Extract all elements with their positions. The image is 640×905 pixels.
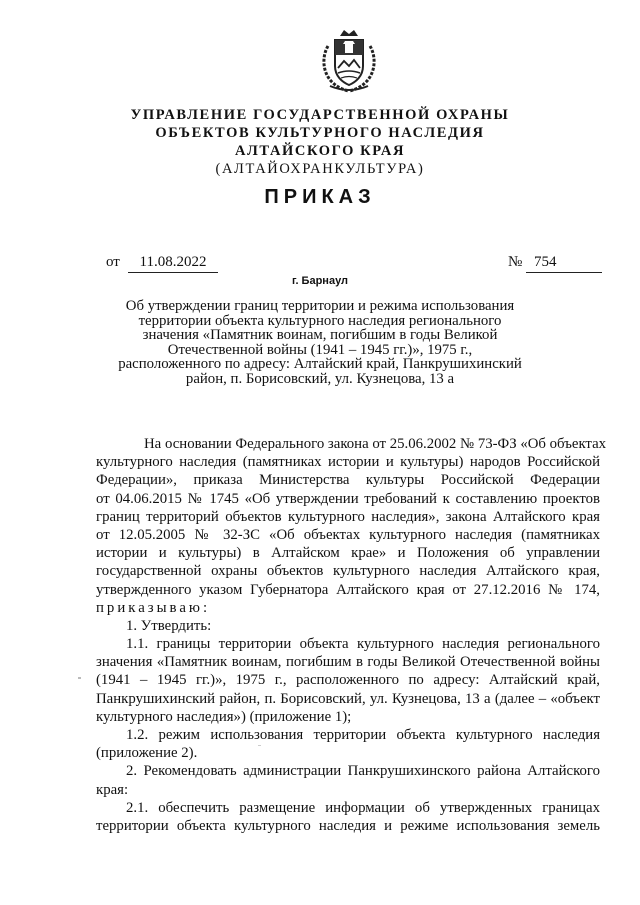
body-line-item-2-1: 2.1. обеспечить размещение информации об утвержденных границах <box>126 799 600 816</box>
org-name-line-2: ОБЪЕКТОВ КУЛЬТУРНОГО НАСЛЕДИЯ <box>155 125 485 141</box>
body-line-order-word: приказываю: <box>96 599 211 616</box>
body-line: от 12.05.2005 № 32-ЗС «Об объектах культурного наследия (памятниках <box>96 526 600 543</box>
document-subject <box>0 299 640 386</box>
body-line-item-1: 1. Утвердить: <box>126 617 212 634</box>
body-line: утвержденного указом Губернатора Алтайского края от 27.12.2016 № 174, <box>96 581 600 598</box>
subject-line: район, п. Борисовский, ул. Кузнецова, 13 а <box>185 370 455 387</box>
body-line: Панкрушихинский район, п. Борисовский, ул. Кузнецова, 13 а (далее – «объект <box>96 690 600 707</box>
body-line: (1941 – 1945 гг.)», 1975 г., расположенного по адресу: Алтайский край, <box>96 672 600 689</box>
body-line: На основании Федерального закона от 25.06.2002 № 73-ФЗ «Об объектах <box>144 436 607 452</box>
subject-line: расположенного по адресу: Алтайский край, Панкрушихинский <box>118 356 522 372</box>
document-number: 754 <box>526 254 602 273</box>
subject-line: территории объекта культурного наследия регионального <box>138 312 502 329</box>
org-name-line-1: УПРАВЛЕНИЕ ГОСУДАРСТВЕННОЙ ОХРАНЫ <box>130 107 510 123</box>
document-type-title: ПРИКАЗ <box>264 186 376 208</box>
organization-header <box>0 106 640 178</box>
body-line: культурного наследия (памятниках истории и культуры) народов Российской <box>96 454 600 471</box>
number-prefix: № <box>508 254 523 270</box>
body-line-item-1-2: 1.2. режим использования территории объекта культурного наследия <box>126 727 600 743</box>
body-line: Федерации», приказа Министерства культуры Российской Федерации <box>96 472 600 489</box>
scan-speck <box>78 677 81 679</box>
body-line: от 04.06.2015 № 1745 «Об утверждении требований к составлению проектов <box>96 490 600 507</box>
subject-line: Отечественной войны (1941 – 1945 гг.)», 1975 г., <box>167 341 473 358</box>
document-date: 11.08.2022 <box>128 254 218 273</box>
body-line: края: <box>96 781 129 798</box>
body-line-item-1-1: 1.1. границы территории объекта культурного наследия регионального <box>126 636 600 653</box>
subject-line: значения «Памятник воинам, погибшим в годы Великой <box>142 327 498 343</box>
document-body <box>96 435 607 835</box>
org-abbreviation: (АЛТАЙОХРАНКУЛЬТУРА) <box>215 161 425 177</box>
subject-line: Об утверждении границ территории и режима использования <box>125 298 515 314</box>
body-line: (приложение 2). <box>96 745 198 762</box>
coat-of-arms-emblem <box>318 28 380 94</box>
scan-speck <box>258 745 261 746</box>
body-line-item-2: 2. Рекомендовать администрации Панкрушихинского района Алтайского <box>126 763 600 780</box>
body-line: культурного наследия») (приложение 1); <box>96 708 352 725</box>
date-prefix: от <box>106 254 120 270</box>
body-line: государственной охраны объектов культурного наследия Алтайского края, <box>96 563 600 580</box>
org-name-line-3: АЛТАЙСКОГО КРАЯ <box>234 143 406 159</box>
body-line: территории объекта культурного наследия и режиме использования земель <box>96 817 600 834</box>
body-line: истории и культуры) в Алтайском крае» и Положения об управлении <box>96 545 600 562</box>
body-line: границ территорий объектов культурного наследия», закона Алтайского края <box>96 508 600 525</box>
city-label: г. Барнаул <box>291 275 349 287</box>
body-line: значения «Памятник воинам, погибшим в годы Великой Отечественной войны <box>96 654 600 671</box>
